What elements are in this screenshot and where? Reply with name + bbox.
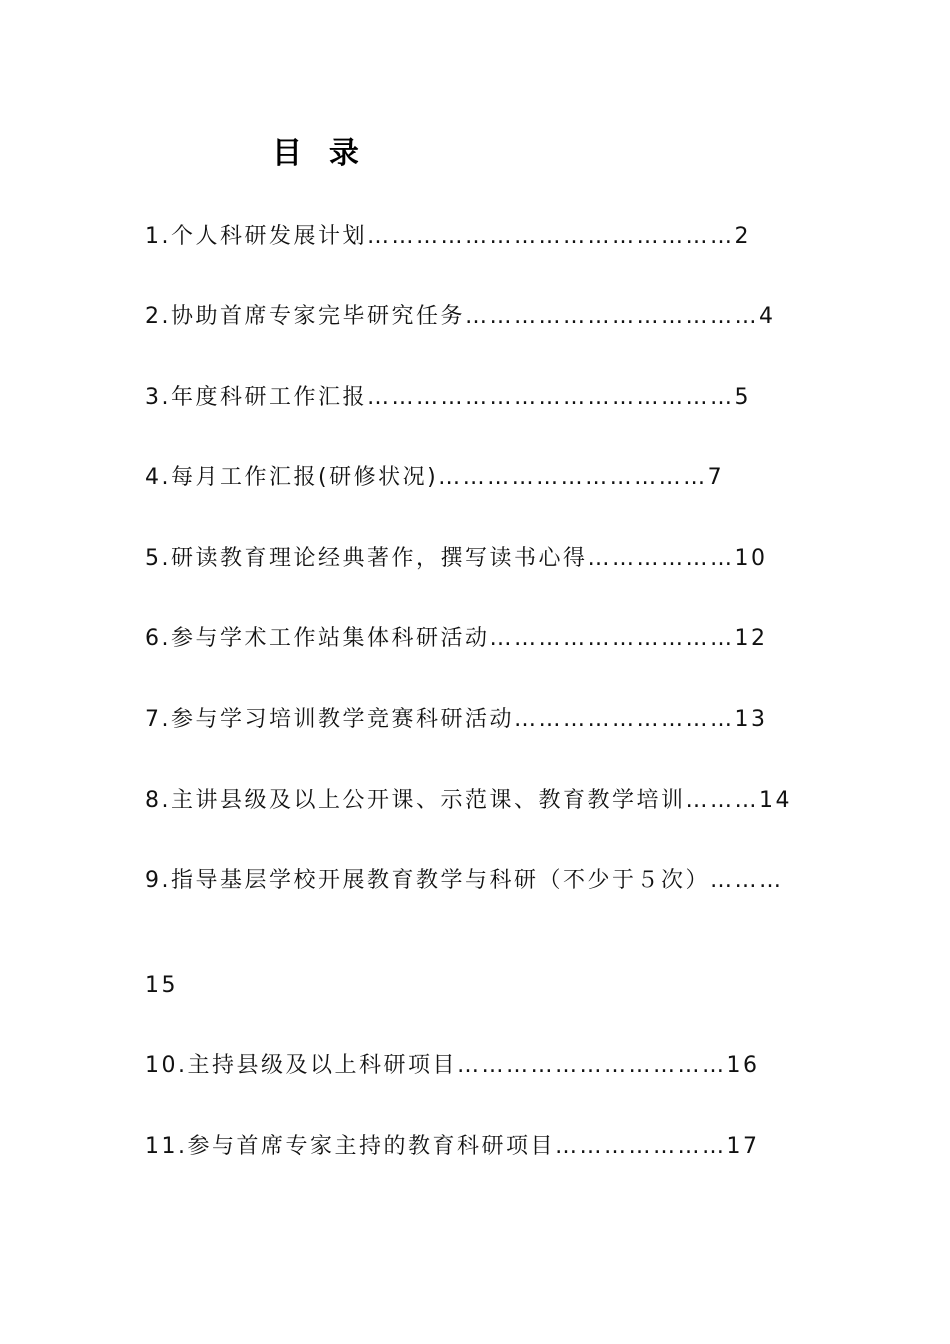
toc-entry-9-page-number: 15 xyxy=(145,973,178,998)
toc-entry-4: 4.每月工作汇报(研修状况)……………………………7 xyxy=(145,465,725,490)
toc-entry-2: 2.协助首席专家完毕研究任务………………………………4 xyxy=(145,304,776,329)
toc-entry-10: 10.主持县级及以上科研项目……………………………16 xyxy=(145,1053,760,1078)
toc-entry-3: 3.年度科研工作汇报………………………………………5 xyxy=(145,385,751,410)
toc-entry-11: 11.参与首席专家主持的教育科研项目…………………17 xyxy=(145,1134,760,1159)
toc-entry-1: 1.个人科研发展计划………………………………………2 xyxy=(145,224,751,249)
toc-entry-8: 8.主讲县级及以上公开课、示范课、教育教学培训………14 xyxy=(145,788,792,813)
toc-entry-6: 6.参与学术工作站集体科研活动…………………………12 xyxy=(145,626,768,651)
toc-entry-9: 9.指导基层学校开展教育教学与科研（不少于５次）……… xyxy=(145,868,784,893)
toc-entry-5: 5.研读教育理论经典著作，撰写读书心得………………10 xyxy=(145,546,768,571)
toc-title: 目 录 xyxy=(272,136,361,171)
toc-entry-7: 7.参与学习培训教学竞赛科研活动………………………13 xyxy=(145,707,768,732)
